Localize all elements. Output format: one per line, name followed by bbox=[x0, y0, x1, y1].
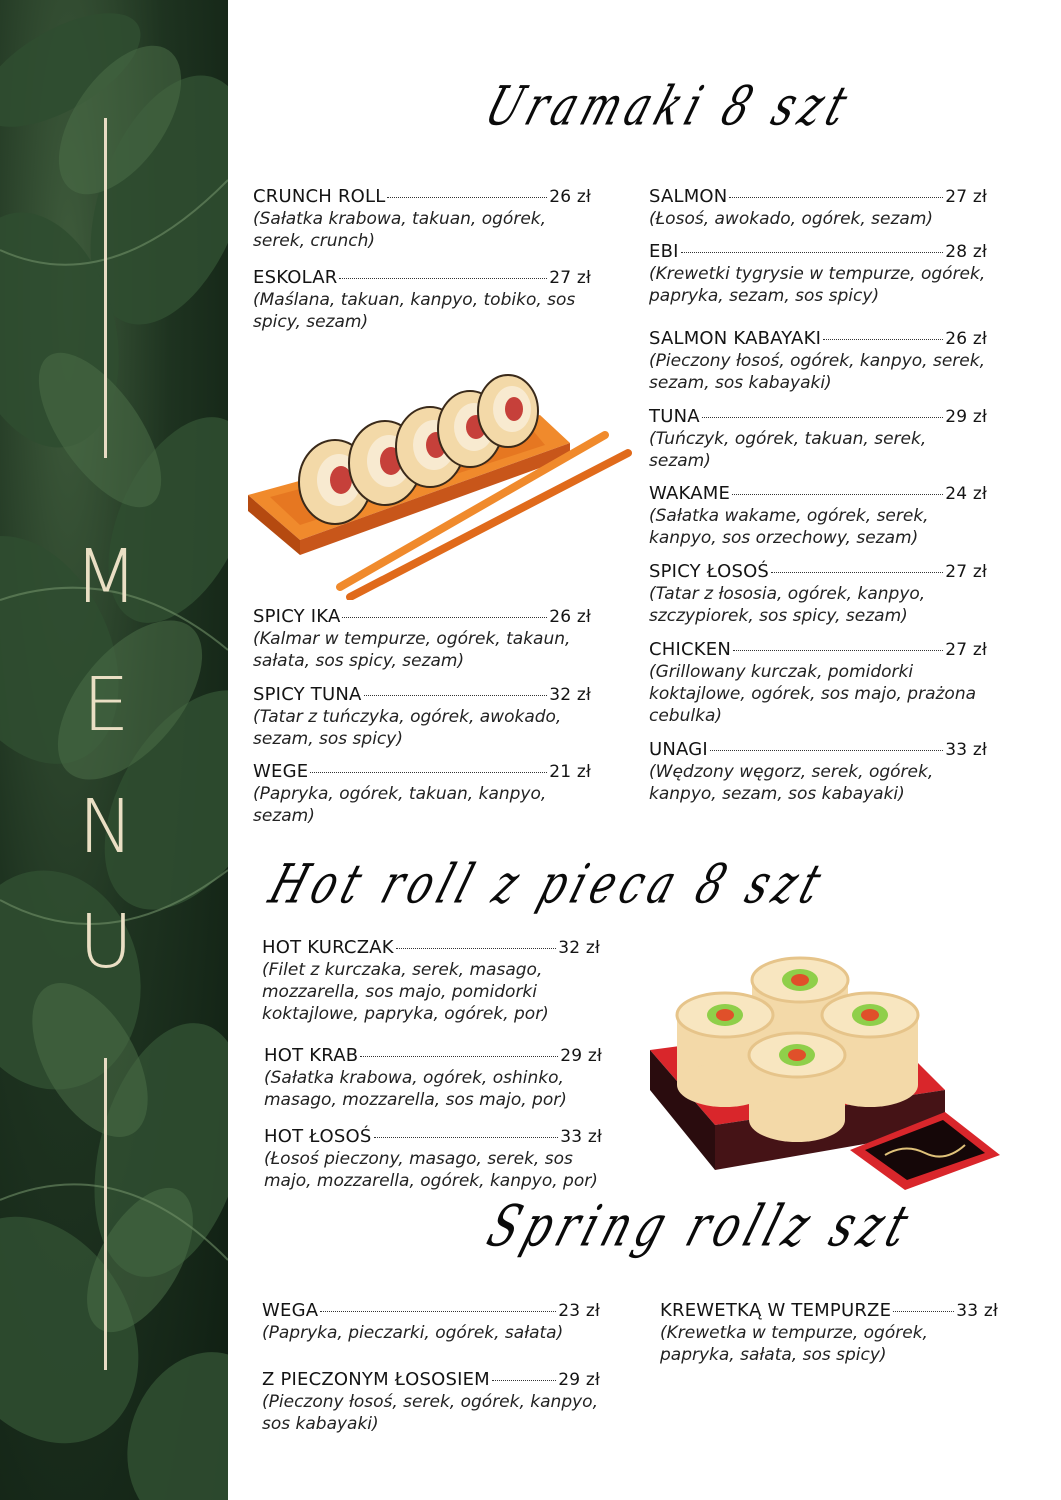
side-line-bottom bbox=[104, 1058, 107, 1370]
item-dots bbox=[320, 1311, 556, 1312]
item-dots bbox=[342, 617, 547, 618]
item-dots bbox=[364, 695, 548, 696]
menu-letter-m: M bbox=[74, 534, 138, 620]
item-desc: (Tatar z łososia, ogórek, kanpyo, szczypiorek, sos spicy, sezam) bbox=[649, 584, 926, 626]
item-dots bbox=[339, 278, 547, 279]
menu-item-krewetka-w-tempurze bbox=[660, 1300, 998, 1366]
item-name: SALMON bbox=[649, 186, 728, 207]
menu-item-hot-krab bbox=[264, 1045, 602, 1111]
item-name: CHICKEN bbox=[649, 639, 732, 660]
menu-item-tuna bbox=[649, 406, 987, 472]
item-dots bbox=[681, 252, 944, 253]
item-dots bbox=[702, 417, 943, 418]
item-desc: (Sałatka krabowa, takuan, ogórek, serek, crunch) bbox=[253, 209, 547, 251]
menu-item-spicy-ika bbox=[253, 606, 591, 672]
item-dots bbox=[729, 197, 943, 198]
menu-item-ebi bbox=[649, 241, 987, 307]
item-name: SALMON KABAYAKI bbox=[649, 328, 822, 349]
item-desc: (Kalmar w tempurze, ogórek, takaun, sałata, sos spicy, sezam) bbox=[253, 629, 571, 671]
item-desc: (Wędzony węgorz, serek, ogórek, kanpyo, sezam, sos kabayaki) bbox=[649, 762, 934, 804]
heading-hot-roll: Hot roll z pieca 8 szt bbox=[262, 853, 835, 916]
leaf-side-panel bbox=[0, 0, 228, 1500]
item-price: 27 zł bbox=[549, 268, 591, 288]
item-name: WAKAME bbox=[649, 483, 731, 504]
item-dots bbox=[396, 948, 556, 949]
item-name: TUNA bbox=[649, 406, 700, 427]
item-desc: (Sałatka wakame, ogórek, serek, kanpyo, sos orzechowy, sezam) bbox=[649, 506, 929, 548]
item-dots bbox=[732, 494, 943, 495]
item-name: UNAGI bbox=[649, 739, 708, 760]
item-desc: (Tatar z tuńczyka, ogórek, awokado, sezam, sos spicy) bbox=[253, 707, 562, 749]
item-price: 27 zł bbox=[945, 640, 987, 660]
hot-roll-tray-icon bbox=[645, 940, 1005, 1200]
item-price: 27 zł bbox=[945, 187, 987, 207]
item-name: SPICY ŁOSOŚ bbox=[649, 561, 770, 582]
leaves-background-icon bbox=[0, 0, 228, 1500]
menu-item-salmon bbox=[649, 186, 987, 230]
item-desc: (Maślana, takuan, kanpyo, tobiko, sos spicy, sezam) bbox=[253, 290, 576, 332]
menu-item-hot-losos bbox=[264, 1126, 602, 1192]
item-dots bbox=[733, 650, 943, 651]
item-desc: (Filet z kurczaka, serek, masago, mozzarella, sos majo, pomidorki koktajlowe, papryka, ogórek, por) bbox=[262, 960, 549, 1024]
item-name: EBI bbox=[649, 241, 679, 262]
item-desc: (Krewetki tygrysie w tempurze, ogórek, papryka, sezam, sos spicy) bbox=[649, 264, 986, 306]
item-price: 23 zł bbox=[558, 1301, 600, 1321]
item-price: 26 zł bbox=[945, 329, 987, 349]
menu-item-eskolar bbox=[253, 267, 591, 333]
heading-spring-roll: Spring rollz szt bbox=[480, 1192, 923, 1259]
item-dots bbox=[360, 1056, 558, 1057]
item-dots bbox=[771, 572, 943, 573]
item-dots bbox=[492, 1380, 556, 1381]
menu-item-z-pieczonym-lososiem bbox=[262, 1369, 600, 1435]
menu-item-wege bbox=[253, 761, 591, 827]
item-name: CRUNCH ROLL bbox=[253, 186, 386, 207]
item-name: ESKOLAR bbox=[253, 267, 338, 288]
menu-item-unagi bbox=[649, 739, 987, 805]
menu-letter-e: E bbox=[82, 662, 130, 748]
item-desc: (Krewetka w tempurze, ogórek, papryka, sałata, sos spicy) bbox=[660, 1323, 928, 1365]
menu-item-chicken bbox=[649, 639, 987, 727]
item-price: 33 zł bbox=[560, 1127, 602, 1147]
item-desc: (Łosoś pieczony, masago, serek, sos majo, mozzarella, ogórek, kanpyo, por) bbox=[264, 1149, 598, 1191]
item-price: 29 zł bbox=[558, 1370, 600, 1390]
item-desc: (Papryka, pieczarki, ogórek, sałata) bbox=[262, 1323, 564, 1343]
item-desc: (Sałatka krabowa, ogórek, oshinko, masago, mozzarella, sos majo, por) bbox=[264, 1068, 567, 1110]
item-price: 26 zł bbox=[549, 187, 591, 207]
menu-item-crunch-roll bbox=[253, 186, 591, 252]
item-desc: (Pieczony łosoś, serek, ogórek, kanpyo, sos kabayaki) bbox=[262, 1392, 598, 1434]
item-desc: (Łosoś, awokado, ogórek, sezam) bbox=[649, 209, 934, 229]
item-desc: (Papryka, ogórek, takuan, kanpyo, sezam) bbox=[253, 784, 547, 826]
menu-letter-u: U bbox=[78, 899, 134, 985]
item-dots bbox=[893, 1311, 954, 1312]
menu-item-spicy-tuna bbox=[253, 684, 591, 750]
menu-item-hot-kurczak bbox=[262, 937, 600, 1025]
item-price: 32 zł bbox=[549, 685, 591, 705]
item-dots bbox=[374, 1137, 559, 1138]
item-name: SPICY TUNA bbox=[253, 684, 362, 705]
item-name: WEGA bbox=[262, 1300, 319, 1321]
item-price: 26 zł bbox=[549, 607, 591, 627]
item-name: HOT KRAB bbox=[264, 1045, 359, 1066]
menu-item-salmon-kabayaki bbox=[649, 328, 987, 394]
menu-item-wakame bbox=[649, 483, 987, 549]
item-price: 24 zł bbox=[945, 484, 987, 504]
item-dots bbox=[387, 197, 547, 198]
item-name: HOT KURCZAK bbox=[262, 937, 394, 958]
item-price: 29 zł bbox=[560, 1046, 602, 1066]
item-desc: (Pieczony łosoś, ogórek, kanpyo, serek, sezam, sos kabayaki) bbox=[649, 351, 985, 393]
item-price: 28 zł bbox=[945, 242, 987, 262]
item-price: 32 zł bbox=[558, 938, 600, 958]
item-price: 33 zł bbox=[956, 1301, 998, 1321]
uramaki-plate-icon bbox=[240, 365, 640, 600]
menu-item-wega bbox=[262, 1300, 600, 1344]
item-price: 21 zł bbox=[549, 762, 591, 782]
item-name: HOT ŁOSOŚ bbox=[264, 1126, 372, 1147]
item-name: Z PIECZONYM ŁOSOSIEM bbox=[262, 1369, 490, 1390]
item-name: WEGE bbox=[253, 761, 309, 782]
item-desc: (Tuńczyk, ogórek, takuan, serek, sezam) bbox=[649, 429, 927, 471]
item-price: 29 zł bbox=[945, 407, 987, 427]
menu-item-spicy-losos bbox=[649, 561, 987, 627]
item-dots bbox=[823, 339, 943, 340]
item-name: KREWETKĄ W TEMPURZE bbox=[660, 1300, 892, 1321]
item-price: 27 zł bbox=[945, 562, 987, 582]
item-dots bbox=[710, 750, 943, 751]
item-price: 33 zł bbox=[945, 740, 987, 760]
menu-letter-n: N bbox=[78, 784, 134, 870]
item-name: SPICY IKA bbox=[253, 606, 341, 627]
item-dots bbox=[310, 772, 547, 773]
side-line-top bbox=[104, 118, 107, 458]
heading-uramaki: Uramaki 8 szt bbox=[478, 75, 861, 138]
item-desc: (Grillowany kurczak, pomidorki koktajlowe, ogórek, sos majo, prażona cebulka) bbox=[649, 662, 977, 726]
